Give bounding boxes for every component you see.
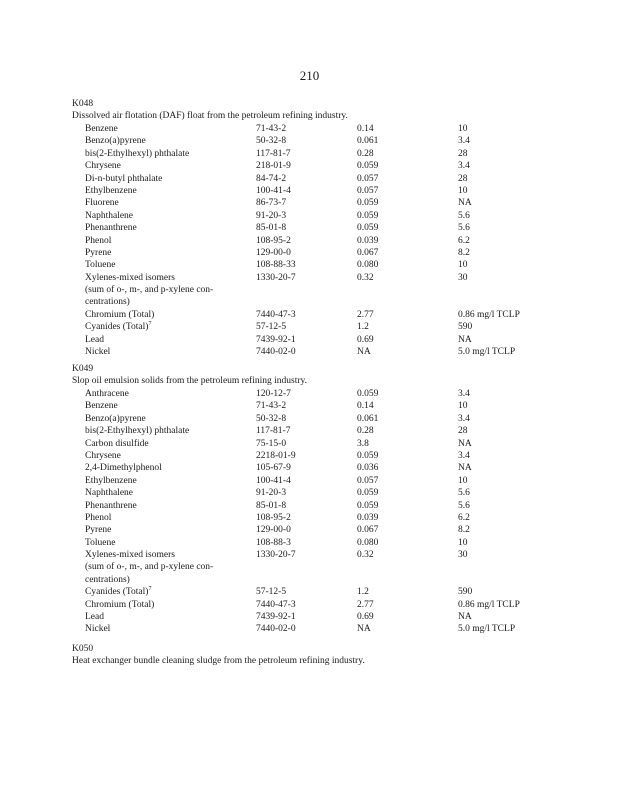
cas-number: 1330-20-7 [256, 272, 296, 283]
wastewater-standard: 0.067 [357, 247, 379, 258]
footnote-marker: 7 [148, 321, 152, 328]
constituent-name: Nickel [85, 347, 111, 358]
constituent-table [72, 123, 572, 358]
constituent-name: Toluene [85, 260, 116, 271]
nonwastewater-standard: 6.2 [458, 235, 470, 246]
table-row [72, 296, 572, 308]
constituent-name: Chromium (Total) [85, 309, 155, 320]
cas-number: 7439-92-1 [256, 612, 296, 623]
table-row [72, 524, 572, 536]
wastewater-standard: 0.059 [357, 223, 379, 234]
constituent-name: 2,4-Dimethylphenol [85, 463, 162, 474]
cas-number: 117-81-7 [256, 426, 291, 437]
wastewater-standard: 3.8 [357, 438, 369, 449]
wastewater-standard: 0.69 [357, 612, 374, 623]
table-row [72, 400, 572, 412]
cas-number: 218-01-9 [256, 161, 291, 172]
cas-number: 86-73-7 [256, 198, 287, 209]
table-row [72, 425, 572, 437]
nonwastewater-standard: 10 [458, 475, 468, 486]
wastewater-standard: 0.057 [357, 173, 379, 184]
wastewater-standard: 0.28 [357, 148, 374, 159]
constituent-name: Lead [85, 334, 104, 345]
constituent-name: bis(2-Ethylhexyl) phthalate [85, 426, 190, 437]
cas-number: 105-67-9 [256, 463, 291, 474]
nonwastewater-standard: 5.6 [458, 500, 470, 511]
table-row [72, 462, 572, 474]
wastewater-standard: 0.059 [357, 488, 379, 499]
nonwastewater-standard: 3.4 [458, 161, 470, 172]
wastewater-standard: 0.057 [357, 185, 379, 196]
table-row [72, 512, 572, 524]
table-row [72, 537, 572, 549]
table-row [72, 247, 572, 259]
cas-number: 91-20-3 [256, 210, 287, 221]
table-row [72, 413, 572, 425]
nonwastewater-standard: 30 [458, 272, 468, 283]
nonwastewater-standard: 28 [458, 426, 468, 437]
table-row [72, 561, 572, 573]
constituent-name: Phenanthrene [85, 223, 137, 234]
wastewater-standard: NA [357, 624, 371, 635]
wastewater-standard: 0.067 [357, 525, 379, 536]
waste-description: Heat exchanger bundle cleaning sludge from the petroleum refining industry. [72, 656, 365, 666]
constituent-name: Benzene [85, 124, 118, 134]
table-row [72, 309, 572, 321]
constituent-name: centrations) [85, 297, 130, 308]
nonwastewater-standard: 30 [458, 550, 468, 561]
constituent-name: Chromium (Total) [85, 599, 155, 610]
wastewater-standard: 0.059 [357, 500, 379, 511]
table-row [72, 210, 572, 222]
wastewater-standard: 2.77 [357, 599, 374, 610]
table-row [72, 574, 572, 586]
table-row [72, 185, 572, 197]
constituent-name: Pyrene [85, 247, 112, 258]
constituent-name: bis(2-Ethylhexyl) phthalate [85, 148, 190, 159]
nonwastewater-standard: NA [458, 334, 472, 345]
wastewater-standard: 0.039 [357, 235, 379, 246]
wastewater-standard: 2.77 [357, 309, 374, 320]
constituent-name: Phenol [85, 512, 112, 523]
nonwastewater-standard: NA [458, 463, 472, 474]
wastewater-standard: 0.061 [357, 136, 379, 147]
waste-code: K048 [72, 99, 94, 109]
wastewater-standard: 0.14 [357, 401, 374, 412]
constituent-name: Benzene [85, 401, 118, 412]
nonwastewater-standard: 3.4 [458, 136, 470, 147]
nonwastewater-standard: 0.86 mg/l TCLP [458, 309, 520, 320]
table-row [72, 487, 572, 499]
constituent-name: Ethylbenzene [85, 475, 137, 486]
cas-number: 120-12-7 [256, 389, 291, 399]
constituent-name: Naphthalene [85, 488, 134, 499]
constituent-name: Cyanides (Total)$^7$ [85, 321, 152, 333]
table-row [72, 272, 572, 284]
nonwastewater-standard: 28 [458, 148, 468, 159]
constituent-name: Di-n-butyl phthalate [85, 173, 163, 184]
nonwastewater-standard: 3.4 [458, 389, 470, 399]
wastewater-standard: 0.28 [357, 426, 374, 437]
nonwastewater-standard: 10 [458, 260, 468, 271]
nonwastewater-standard: 5.6 [458, 488, 470, 499]
cas-number: 108-95-2 [256, 235, 291, 246]
table-row [72, 611, 572, 623]
cas-number: 57-12-5 [256, 322, 287, 333]
table-row [72, 438, 572, 450]
nonwastewater-standard: NA [458, 612, 472, 623]
table-row [72, 388, 572, 400]
nonwastewater-standard: 590 [458, 322, 473, 333]
cas-number: 108-88-3 [256, 537, 291, 548]
cas-number: 50-32-8 [256, 413, 287, 424]
constituent-name: Chrysene [85, 161, 121, 172]
constituent-name: Ethylbenzene [85, 185, 137, 196]
cas-number: 91-20-3 [256, 488, 287, 499]
waste-description: Slop oil emulsion solids from the petroleum refining industry. [72, 376, 308, 386]
wastewater-standard: 0.059 [357, 161, 379, 172]
nonwastewater-standard: 8.2 [458, 525, 470, 536]
constituent-name: Lead [85, 612, 104, 623]
nonwastewater-standard: 8.2 [458, 247, 470, 258]
wastewater-standard: 0.32 [357, 272, 374, 283]
nonwastewater-standard: 3.4 [458, 450, 470, 461]
cas-number: 108-95-2 [256, 512, 291, 523]
constituent-name: Pyrene [85, 525, 112, 536]
waste-code-section-k048 [72, 98, 572, 358]
table-row [72, 135, 572, 147]
cas-number: 7439-92-1 [256, 334, 296, 345]
cas-number: 7440-47-3 [256, 309, 296, 320]
cas-number: 71-43-2 [256, 124, 287, 134]
nonwastewater-standard: 590 [458, 587, 473, 598]
wastewater-standard: 0.14 [357, 124, 374, 134]
waste-code-section-k050 [72, 643, 572, 667]
constituent-name: Phenanthrene [85, 500, 137, 511]
constituent-name: Fluorene [85, 198, 119, 209]
cas-number: 100-41-4 [256, 185, 291, 196]
cas-number: 129-00-0 [256, 247, 291, 258]
wastewater-standard: 0.057 [357, 475, 379, 486]
wastewater-standard: 0.080 [357, 260, 379, 271]
cas-number: 85-01-8 [256, 223, 287, 234]
wastewater-standard: NA [357, 347, 371, 358]
cas-number: 117-81-7 [256, 148, 291, 159]
table-row [72, 123, 572, 135]
constituent-name: Anthracene [85, 389, 129, 399]
nonwastewater-standard: NA [458, 438, 472, 449]
table-row [72, 599, 572, 611]
cas-number: 85-01-8 [256, 500, 287, 511]
constituent-name: Nickel [85, 624, 111, 635]
table-row [72, 173, 572, 185]
cas-number: 57-12-5 [256, 587, 287, 598]
table-row [72, 334, 572, 346]
constituent-name: Benzo(a)pyrene [85, 136, 146, 147]
table-row [72, 284, 572, 296]
table-row [72, 235, 572, 247]
table-row [72, 475, 572, 487]
table-row [72, 321, 572, 333]
nonwastewater-standard: 10 [458, 401, 468, 412]
waste-code-section-k049 [72, 363, 572, 636]
table-row [72, 623, 572, 635]
table-row [72, 197, 572, 209]
cas-number: 129-00-0 [256, 525, 291, 536]
wastewater-standard: 0.039 [357, 512, 379, 523]
wastewater-standard: 0.036 [357, 463, 379, 474]
nonwastewater-standard: 10 [458, 537, 468, 548]
cas-number: 1330-20-7 [256, 550, 296, 561]
constituent-name: Cyanides (Total)$^7$ [85, 586, 152, 598]
constituent-name: (sum of o-, m-, and p-xylene con- [85, 562, 214, 573]
nonwastewater-standard: 28 [458, 173, 468, 184]
constituent-table [72, 388, 572, 636]
nonwastewater-standard: 0.86 mg/l TCLP [458, 599, 520, 610]
nonwastewater-standard: 10 [458, 185, 468, 196]
wastewater-standard: 0.059 [357, 450, 379, 461]
nonwastewater-standard: NA [458, 198, 472, 209]
cas-number: 7440-02-0 [256, 347, 296, 358]
wastewater-standard: 0.080 [357, 537, 379, 548]
cas-number: 108-88-33 [256, 260, 296, 271]
nonwastewater-standard: 5.6 [458, 210, 470, 221]
table-row [72, 500, 572, 512]
nonwastewater-standard: 5.6 [458, 223, 470, 234]
constituent-name: Carbon disulfide [85, 438, 149, 449]
footnote-marker: 7 [148, 586, 152, 593]
nonwastewater-standard: 5.0 mg/l TCLP [458, 624, 516, 635]
constituent-name: Benzo(a)pyrene [85, 413, 146, 424]
constituent-name: centrations) [85, 574, 130, 585]
table-row [72, 222, 572, 234]
cas-number: 75-15-0 [256, 438, 287, 449]
wastewater-standard: 1.2 [357, 322, 369, 333]
nonwastewater-standard: 10 [458, 124, 468, 134]
constituent-name: Xylenes-mixed isomers [85, 550, 175, 561]
constituent-name: (sum of o-, m-, and p-xylene con- [85, 285, 214, 296]
wastewater-standard: 0.059 [357, 210, 379, 221]
constituent-name: Toluene [85, 537, 116, 548]
constituent-name: Chrysene [85, 450, 121, 461]
table-row [72, 450, 572, 462]
wastewater-standard: 0.32 [357, 550, 374, 561]
cas-number: 71-43-2 [256, 401, 287, 412]
waste-description: Dissolved air flotation (DAF) float from the petroleum refining industry. [72, 111, 348, 121]
wastewater-standard: 1.2 [357, 587, 369, 598]
cas-number: 2218-01-9 [256, 450, 296, 461]
table-row [72, 346, 572, 358]
nonwastewater-standard: 5.0 mg/l TCLP [458, 347, 516, 358]
nonwastewater-standard: 6.2 [458, 512, 470, 523]
table-row [72, 148, 572, 160]
cas-number: 7440-02-0 [256, 624, 296, 635]
constituent-name: Phenol [85, 235, 112, 246]
table-row [72, 259, 572, 271]
wastewater-standard: 0.061 [357, 413, 379, 424]
cas-number: 7440-47-3 [256, 599, 296, 610]
nonwastewater-standard: 3.4 [458, 413, 470, 424]
cas-number: 50-32-8 [256, 136, 287, 147]
waste-code: K050 [72, 644, 94, 654]
wastewater-standard: 0.059 [357, 198, 379, 209]
table-row [72, 586, 572, 598]
table-row [72, 549, 572, 561]
constituent-name: Xylenes-mixed isomers [85, 272, 175, 283]
cas-number: 100-41-4 [256, 475, 291, 486]
cas-number: 84-74-2 [256, 173, 287, 184]
wastewater-standard: 0.69 [357, 334, 374, 345]
wastewater-standard: 0.059 [357, 389, 379, 399]
constituent-name: Naphthalene [85, 210, 134, 221]
page-number: 210 [299, 68, 320, 83]
table-row [72, 160, 572, 172]
waste-code: K049 [72, 364, 94, 374]
